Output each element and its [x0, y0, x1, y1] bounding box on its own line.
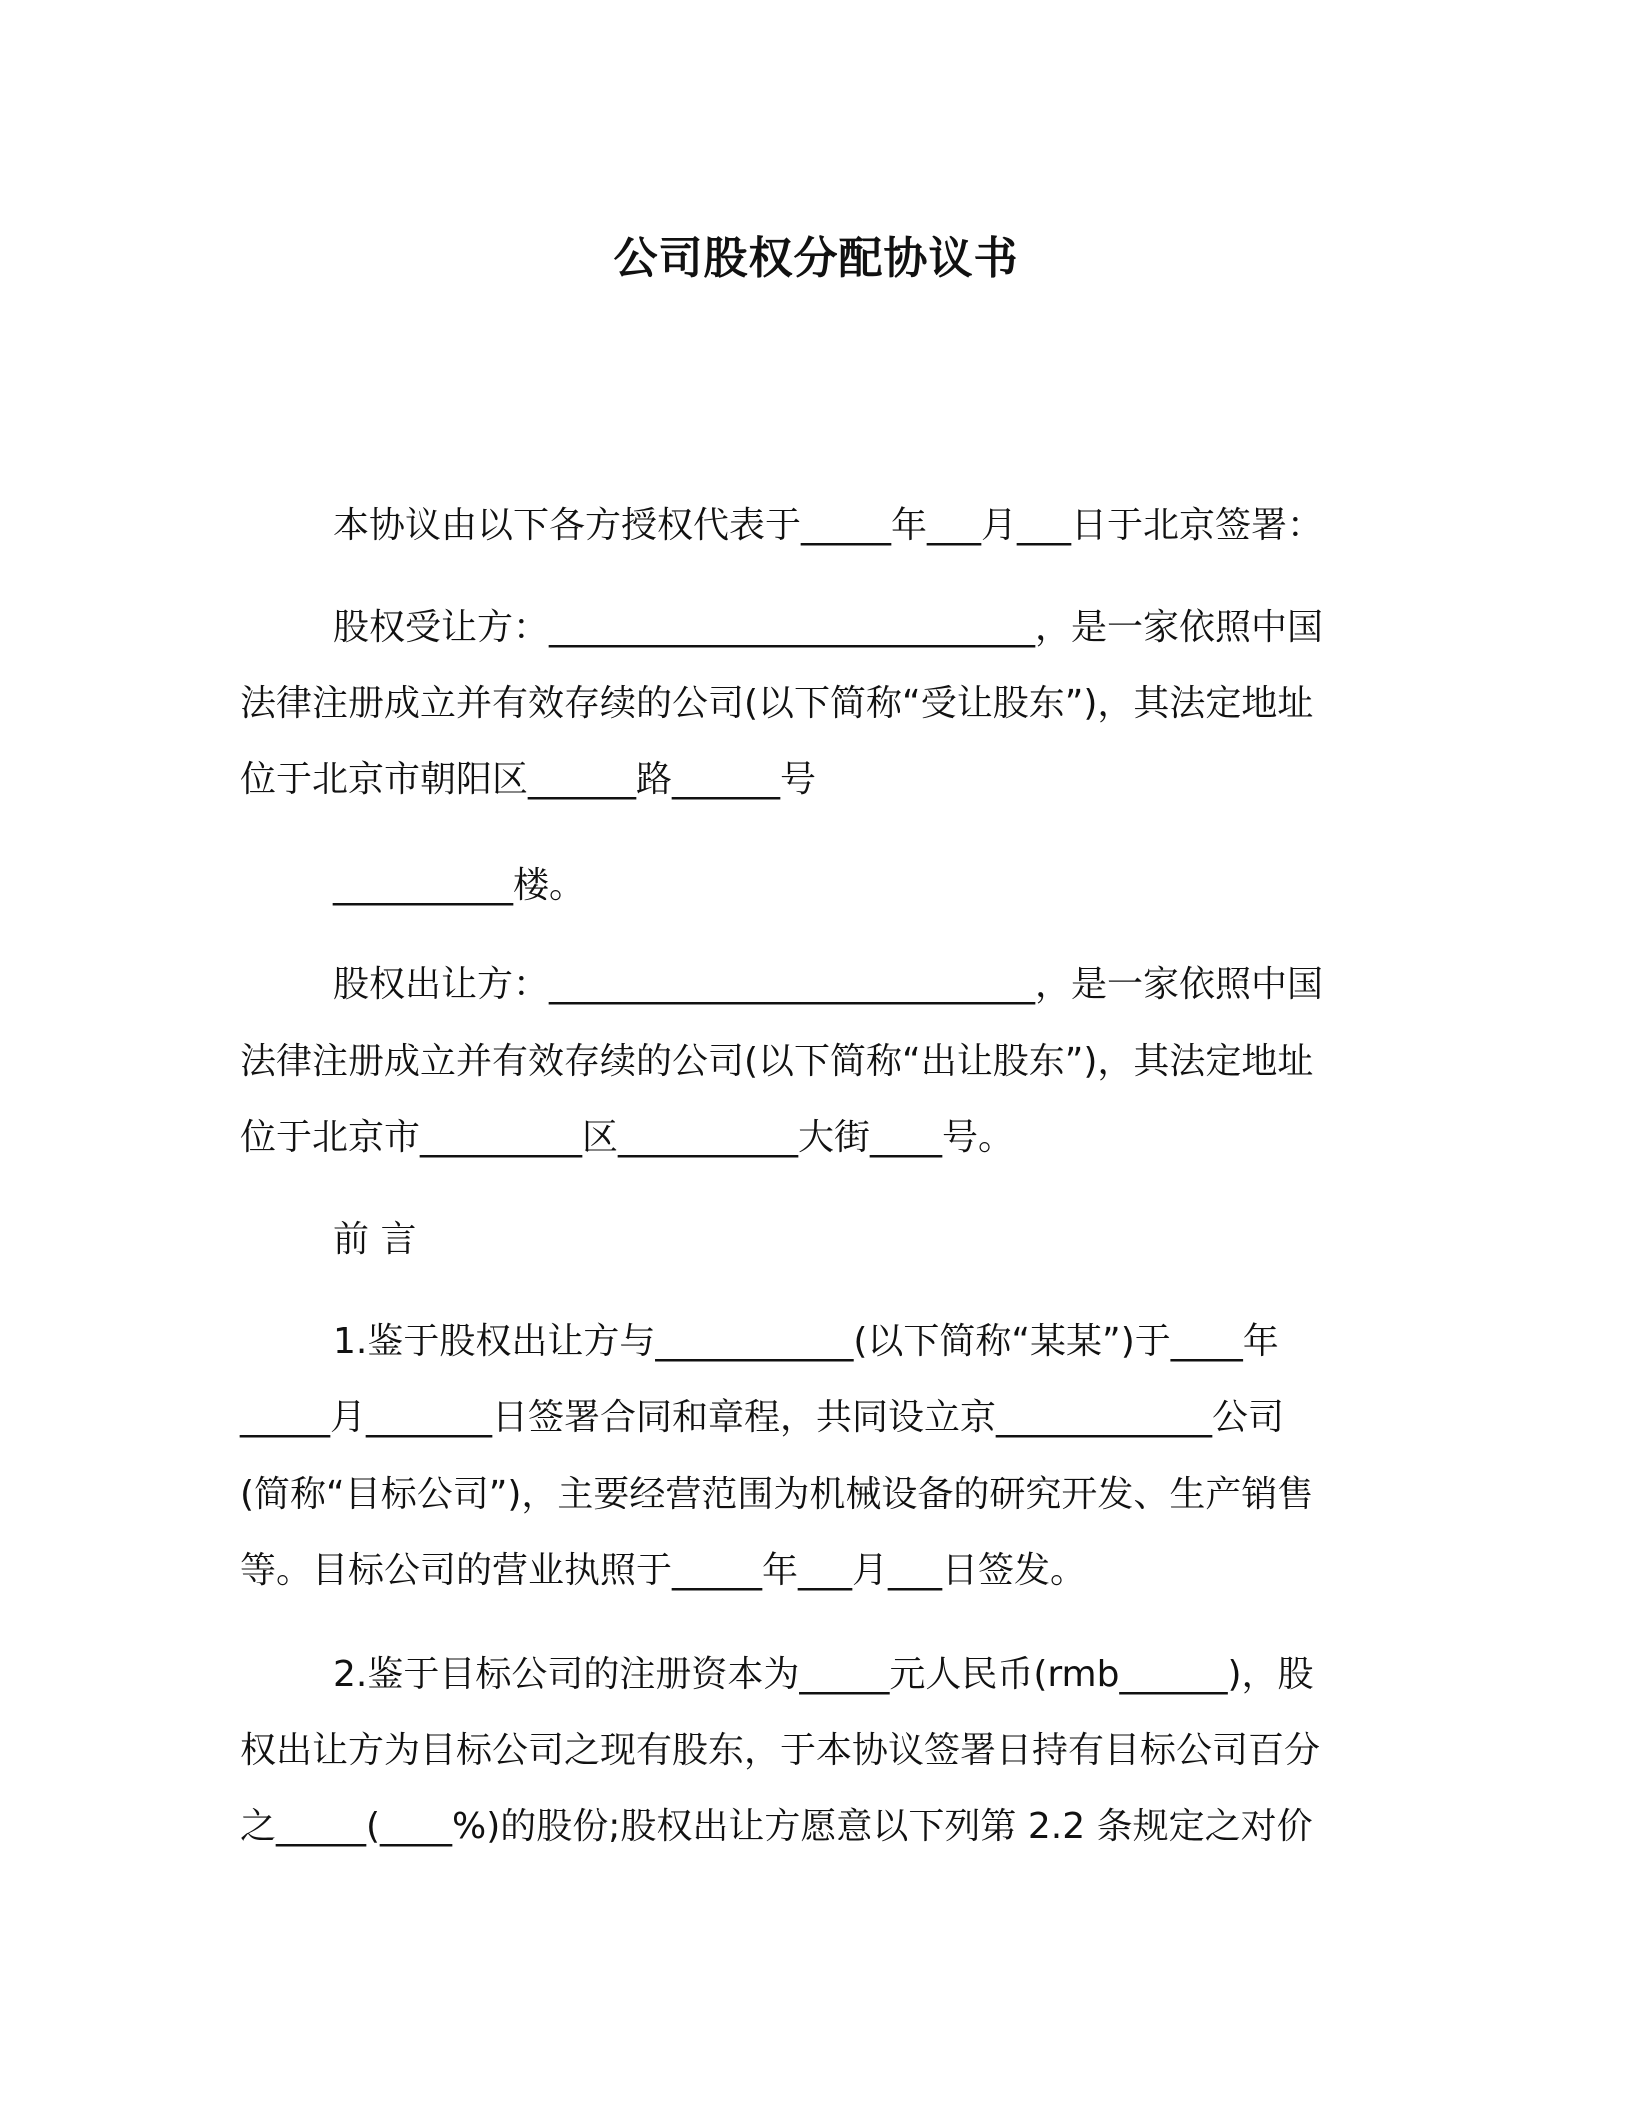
clause-2-line-1: 2.鉴于目标公司的注册资本为_____元人民币(rmb______)，股 — [333, 1654, 1314, 1695]
clause-1-line-2: _____月_______日签署合同和章程，共同设立京____________公司 — [240, 1397, 1285, 1438]
clause-2-line-3: 之_____(____%)的股份;股权出让方愿意以下列第 2.2 条规定之对价 — [240, 1806, 1313, 1847]
clause-2-line-2: 权出让方为目标公司之现有股东，于本协议签署日持有目标公司百分 — [240, 1730, 1321, 1771]
transferor-line-1: 股权出让方：___________________________，是一家依照中国 — [333, 964, 1324, 1005]
transferee-line-4: __________楼。 — [333, 865, 586, 906]
document-title: 公司股权分配协议书 — [613, 233, 1019, 284]
preface-heading: 前 言 — [333, 1219, 417, 1260]
transferor-line-3: 位于北京市_________区__________大街____号。 — [240, 1117, 1015, 1158]
transferee-line-2: 法律注册成立并有效存续的公司(以下简称“受让股东”)，其法定地址 — [240, 683, 1314, 724]
transferee-line-3: 位于北京市朝阳区______路______号 — [240, 759, 817, 800]
transferee-line-1: 股权受让方：___________________________，是一家依照中国 — [333, 607, 1324, 648]
transferor-line-2: 法律注册成立并有效存续的公司(以下简称“出让股东”)，其法定地址 — [240, 1041, 1314, 1082]
signing-statement: 本协议由以下各方授权代表于_____年___月___日于北京签署： — [333, 505, 1324, 546]
clause-1-line-3: (简称“目标公司”)，主要经营范围为机械设备的研究开发、生产销售 — [240, 1474, 1314, 1515]
clause-1-line-1: 1.鉴于股权出让方与___________(以下简称“某某”)于____年 — [333, 1321, 1279, 1362]
clause-1-line-4: 等。目标公司的营业执照于_____年___月___日签发。 — [240, 1550, 1087, 1591]
